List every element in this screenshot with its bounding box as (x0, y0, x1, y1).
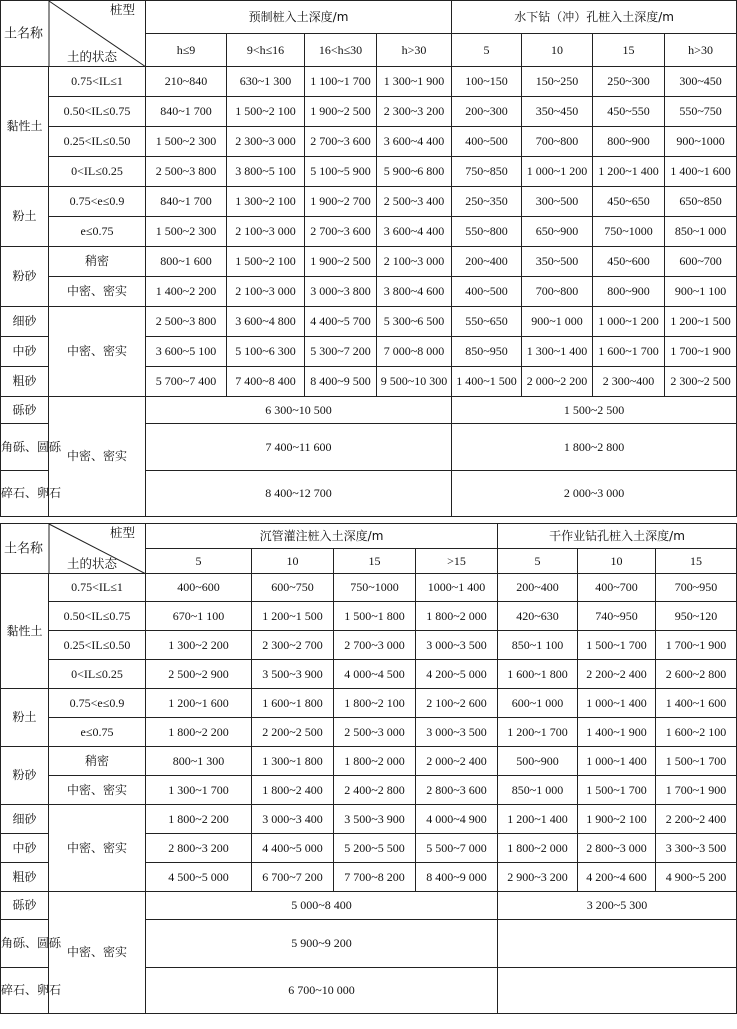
cell: 800~900 (593, 127, 665, 157)
table-row (1, 660, 737, 689)
soil-name: 粉土 (1, 187, 49, 247)
cell: 1 300~1 900 (377, 67, 452, 97)
subheader: 16<h≤30 (305, 34, 377, 67)
subheader: 10 (578, 549, 656, 574)
cell: 4 000~4 900 (416, 805, 498, 834)
cell: 750~1000 (593, 217, 665, 247)
soil-name: 粗砂 (1, 367, 49, 397)
cell: 350~450 (522, 97, 593, 127)
table-row (1, 892, 737, 920)
cell: 1 800~2 200 (146, 805, 252, 834)
subheader: 10 (522, 34, 593, 67)
cell: 200~400 (452, 247, 522, 277)
cell: 8 400~9 000 (416, 863, 498, 892)
cell: 1 200~1 500 (665, 307, 737, 337)
subheader: h>30 (665, 34, 737, 67)
cell: 1 900~2 500 (305, 247, 377, 277)
cell: 2 500~3 800 (146, 157, 227, 187)
cell: 2 500~3 800 (146, 307, 227, 337)
cell: 800~900 (593, 277, 665, 307)
subheader: 10 (252, 549, 334, 574)
cell: 4 400~5 700 (305, 307, 377, 337)
cell: 2 500~3 400 (377, 187, 452, 217)
cell: 2 100~3 000 (227, 277, 305, 307)
cell: 3 000~3 500 (416, 718, 498, 747)
cell: 1 800~2 400 (252, 776, 334, 805)
cell: 650~900 (522, 217, 593, 247)
subheader: 9<h≤16 (227, 34, 305, 67)
cell: 1 700~1 900 (656, 776, 737, 805)
cell: 1 200~1 500 (252, 602, 334, 631)
cell-span (498, 920, 737, 968)
cell-span: 2 000~3 000 (452, 471, 737, 517)
cell: 150~250 (522, 67, 593, 97)
cell: 2 800~3 200 (146, 834, 252, 863)
group-header-driven-cast: 沉管灌注桩入土深度/m (146, 524, 498, 549)
table-row (1, 805, 737, 834)
cell: 1 500~1 700 (656, 747, 737, 776)
cell: 5 100~6 300 (227, 337, 305, 367)
table-row (1, 631, 737, 660)
cell: 4 900~5 200 (656, 863, 737, 892)
cell: 4 000~4 500 (334, 660, 416, 689)
soil-state: 0.75<IL≤1 (49, 67, 146, 97)
table-row (1, 97, 737, 127)
subheader: 15 (334, 549, 416, 574)
cell: 1 500~2 100 (227, 97, 305, 127)
cell: 800~1 300 (146, 747, 252, 776)
cell: 450~550 (593, 97, 665, 127)
cell: 1 200~1 700 (498, 718, 578, 747)
cell: 1 400~1 600 (665, 157, 737, 187)
cell: 4 500~5 000 (146, 863, 252, 892)
cell: 850~1 000 (498, 776, 578, 805)
soil-name: 中砂 (1, 834, 49, 863)
cell: 1 300~2 200 (146, 631, 252, 660)
cell: 630~1 300 (227, 67, 305, 97)
soil-state: e≤0.75 (49, 718, 146, 747)
table-row (1, 397, 737, 424)
cell: 400~700 (578, 574, 656, 602)
cell: 1 500~2 300 (146, 127, 227, 157)
cell: 1 500~1 700 (578, 776, 656, 805)
cell: 2 900~3 200 (498, 863, 578, 892)
cell: 3 600~4 800 (227, 307, 305, 337)
cell: 3 300~3 500 (656, 834, 737, 863)
cell: 840~1 700 (146, 187, 227, 217)
corner-pile-type: 桩型 (109, 2, 135, 17)
subheader: 15 (656, 549, 737, 574)
cell: 600~1 000 (498, 689, 578, 718)
cell: 420~630 (498, 602, 578, 631)
cell: 1 700~1 900 (665, 337, 737, 367)
table-row (1, 277, 737, 307)
corner-soil-name: 土名称 (4, 541, 44, 556)
cell: 1 600~2 100 (656, 718, 737, 747)
soil-state: 中密、密实 (49, 277, 146, 307)
cell: 2 200~2 500 (252, 718, 334, 747)
cell: 1 000~1 200 (593, 307, 665, 337)
soil-state: 0.25<IL≤0.50 (49, 631, 146, 660)
group-header-bored: 水下钻（冲）孔桩入土深度/m (452, 1, 737, 34)
cell: 2 800~3 600 (416, 776, 498, 805)
cell-span (498, 968, 737, 1014)
cell: 2 100~3 000 (377, 247, 452, 277)
soil-name: 角砾、圆砾 (1, 424, 49, 471)
soil-state: 稍密 (49, 747, 146, 776)
table-row (1, 217, 737, 247)
soil-state: 中密、密实 (49, 397, 146, 517)
cell: 1 200~1 400 (498, 805, 578, 834)
cell: 3 600~4 400 (377, 217, 452, 247)
cell: 2 500~2 900 (146, 660, 252, 689)
cell: 4 400~5 000 (252, 834, 334, 863)
cell: 7 400~8 400 (227, 367, 305, 397)
table-row (1, 689, 737, 718)
cell: 2 400~2 800 (334, 776, 416, 805)
cell: 2 700~3 600 (305, 217, 377, 247)
table-row (1, 157, 737, 187)
cell: 1 500~2 100 (227, 247, 305, 277)
cell: 2 300~3 000 (227, 127, 305, 157)
cell: 7 000~8 000 (377, 337, 452, 367)
soil-state: 0<IL≤0.25 (49, 157, 146, 187)
cell: 3 800~5 100 (227, 157, 305, 187)
table-row (1, 307, 737, 337)
table-row (1, 776, 737, 805)
cell: 2 200~2 400 (656, 805, 737, 834)
cell: 950~120 (656, 602, 737, 631)
cell-span: 7 400~11 600 (146, 424, 452, 471)
cell: 4 200~5 000 (416, 660, 498, 689)
cell-span: 1 500~2 500 (452, 397, 737, 424)
cell: 100~150 (452, 67, 522, 97)
soil-name: 碎石、卵石 (1, 968, 49, 1014)
cell-span: 5 900~9 200 (146, 920, 498, 968)
cell: 2 300~400 (593, 367, 665, 397)
cell: 5 500~7 000 (416, 834, 498, 863)
corner-pile-type: 桩型 (109, 525, 135, 540)
soil-state: 稍密 (49, 247, 146, 277)
cell: 2 300~2 500 (665, 367, 737, 397)
cell: 550~800 (452, 217, 522, 247)
cell: 200~400 (498, 574, 578, 602)
cell: 900~1 100 (665, 277, 737, 307)
corner-header (1, 524, 146, 574)
group-header-dry-bored: 干作业钻孔桩入土深度/m (498, 524, 737, 549)
cell: 3 000~3 500 (416, 631, 498, 660)
cell: 2 300~3 200 (377, 97, 452, 127)
cell: 250~300 (593, 67, 665, 97)
cell: 4 200~4 600 (578, 863, 656, 892)
cell-span: 6 300~10 500 (146, 397, 452, 424)
soil-name: 细砂 (1, 307, 49, 337)
cell: 900~1000 (665, 127, 737, 157)
cell: 1 800~2 100 (334, 689, 416, 718)
subheader: >15 (416, 549, 498, 574)
cell: 5 700~7 400 (146, 367, 227, 397)
soil-name: 粉砂 (1, 247, 49, 307)
cell: 1 800~2 200 (146, 718, 252, 747)
cell: 750~850 (452, 157, 522, 187)
cell: 2 700~3 600 (305, 127, 377, 157)
cell: 1000~1 400 (416, 574, 498, 602)
table-row (1, 602, 737, 631)
soil-name: 粉土 (1, 689, 49, 747)
soil-state: 0.50<IL≤0.75 (49, 97, 146, 127)
cell: 900~1 000 (522, 307, 593, 337)
table-row (1, 718, 737, 747)
cell-span: 8 400~12 700 (146, 471, 452, 517)
corner-soil-state: 土的状态 (67, 49, 118, 64)
cell: 3 000~3 400 (252, 805, 334, 834)
cell: 850~1 000 (665, 217, 737, 247)
soil-name: 中砂 (1, 337, 49, 367)
cell: 670~1 100 (146, 602, 252, 631)
cell: 1 900~2 100 (578, 805, 656, 834)
cell: 8 400~9 500 (305, 367, 377, 397)
cell: 700~800 (522, 277, 593, 307)
cell: 300~500 (522, 187, 593, 217)
cell: 1 000~1 400 (578, 747, 656, 776)
cell: 400~600 (146, 574, 252, 602)
cell: 2 100~2 600 (416, 689, 498, 718)
cell: 1 600~1 800 (252, 689, 334, 718)
cell: 3 000~3 800 (305, 277, 377, 307)
table-row (1, 747, 737, 776)
cell: 2 100~3 000 (227, 217, 305, 247)
cell: 2 000~2 200 (522, 367, 593, 397)
cell: 740~950 (578, 602, 656, 631)
cell: 3 800~4 600 (377, 277, 452, 307)
cell-span: 3 200~5 300 (498, 892, 737, 920)
cell: 1 400~2 200 (146, 277, 227, 307)
corner-soil-name: 土名称 (4, 26, 44, 41)
cell: 600~750 (252, 574, 334, 602)
subheader: 5 (146, 549, 252, 574)
cell: 1 100~1 700 (305, 67, 377, 97)
cell: 1 800~2 000 (498, 834, 578, 863)
subheader: h≤9 (146, 34, 227, 67)
soil-name: 碎石、卵石 (1, 471, 49, 517)
cell: 400~500 (452, 277, 522, 307)
cell: 1 000~1 400 (578, 689, 656, 718)
soil-state: e≤0.75 (49, 217, 146, 247)
cell: 650~850 (665, 187, 737, 217)
soil-state: 中密、密实 (49, 892, 146, 1014)
subheader: 5 (498, 549, 578, 574)
cell: 550~750 (665, 97, 737, 127)
cell-span: 5 000~8 400 (146, 892, 498, 920)
cell: 3 600~4 400 (377, 127, 452, 157)
table-row (1, 247, 737, 277)
soil-name: 黏性土 (1, 67, 49, 187)
cell: 5 900~6 800 (377, 157, 452, 187)
cell: 700~950 (656, 574, 737, 602)
cell: 1 600~1 700 (593, 337, 665, 367)
cell: 1 200~1 600 (146, 689, 252, 718)
cell: 3 600~5 100 (146, 337, 227, 367)
cell: 840~1 700 (146, 97, 227, 127)
table-driven-cast-and-dry-bored (0, 523, 737, 1014)
cell: 450~650 (593, 187, 665, 217)
soil-name: 黏性土 (1, 574, 49, 689)
cell: 2 800~3 000 (578, 834, 656, 863)
soil-name: 砾砂 (1, 397, 49, 424)
cell: 210~840 (146, 67, 227, 97)
cell: 1 300~1 700 (146, 776, 252, 805)
cell: 1 400~1 900 (578, 718, 656, 747)
cell: 7 700~8 200 (334, 863, 416, 892)
soil-state: 中密、密实 (49, 776, 146, 805)
cell-span: 1 800~2 800 (452, 424, 737, 471)
cell: 3 500~3 900 (334, 805, 416, 834)
cell: 1 000~1 200 (522, 157, 593, 187)
cell: 1 200~1 400 (593, 157, 665, 187)
group-header-precast: 预制桩入土深度/m (146, 1, 452, 34)
soil-name: 角砾、圆砾 (1, 920, 49, 968)
soil-state: 中密、密实 (49, 307, 146, 397)
soil-name: 细砂 (1, 805, 49, 834)
cell: 3 500~3 900 (252, 660, 334, 689)
cell: 1 400~1 600 (656, 689, 737, 718)
cell: 5 200~5 500 (334, 834, 416, 863)
cell: 1 800~2 000 (416, 602, 498, 631)
cell: 1 500~2 300 (146, 217, 227, 247)
cell: 1 500~1 700 (578, 631, 656, 660)
table-row (1, 574, 737, 602)
cell: 5 100~5 900 (305, 157, 377, 187)
cell: 1 900~2 500 (305, 97, 377, 127)
soil-name: 粗砂 (1, 863, 49, 892)
table-row (1, 187, 737, 217)
soil-name: 粉砂 (1, 747, 49, 805)
cell: 5 300~7 200 (305, 337, 377, 367)
cell: 500~900 (498, 747, 578, 776)
soil-state: 0.75<e≤0.9 (49, 689, 146, 718)
cell: 1 700~1 900 (656, 631, 737, 660)
soil-state: 中密、密实 (49, 805, 146, 892)
cell: 2 700~3 000 (334, 631, 416, 660)
cell: 1 500~1 800 (334, 602, 416, 631)
cell-span: 6 700~10 000 (146, 968, 498, 1014)
cell: 400~500 (452, 127, 522, 157)
table-row (1, 127, 737, 157)
cell: 2 600~2 800 (656, 660, 737, 689)
cell: 450~600 (593, 247, 665, 277)
soil-state: 0<IL≤0.25 (49, 660, 146, 689)
cell: 1 300~2 100 (227, 187, 305, 217)
cell: 750~1000 (334, 574, 416, 602)
soil-state: 0.50<IL≤0.75 (49, 602, 146, 631)
soil-state: 0.75<e≤0.9 (49, 187, 146, 217)
cell: 2 000~2 400 (416, 747, 498, 776)
cell: 1 800~2 000 (334, 747, 416, 776)
cell: 250~350 (452, 187, 522, 217)
corner-soil-state: 土的状态 (67, 556, 118, 571)
cell: 9 500~10 300 (377, 367, 452, 397)
cell: 850~1 100 (498, 631, 578, 660)
cell: 6 700~7 200 (252, 863, 334, 892)
cell: 2 200~2 400 (578, 660, 656, 689)
cell: 600~700 (665, 247, 737, 277)
cell: 1 900~2 700 (305, 187, 377, 217)
soil-state: 0.75<IL≤1 (49, 574, 146, 602)
table-row (1, 67, 737, 97)
subheader: h>30 (377, 34, 452, 67)
cell: 200~300 (452, 97, 522, 127)
corner-header (1, 1, 146, 67)
cell: 1 300~1 400 (522, 337, 593, 367)
cell: 550~650 (452, 307, 522, 337)
subheader: 5 (452, 34, 522, 67)
soil-name: 砾砂 (1, 892, 49, 920)
cell: 800~1 600 (146, 247, 227, 277)
cell: 700~800 (522, 127, 593, 157)
cell: 300~450 (665, 67, 737, 97)
cell: 2 500~3 000 (334, 718, 416, 747)
cell: 5 300~6 500 (377, 307, 452, 337)
cell: 1 600~1 800 (498, 660, 578, 689)
cell: 350~500 (522, 247, 593, 277)
cell: 2 300~2 700 (252, 631, 334, 660)
cell: 1 400~1 500 (452, 367, 522, 397)
cell: 850~950 (452, 337, 522, 367)
cell: 1 300~1 800 (252, 747, 334, 776)
subheader: 15 (593, 34, 665, 67)
soil-state: 0.25<IL≤0.50 (49, 127, 146, 157)
